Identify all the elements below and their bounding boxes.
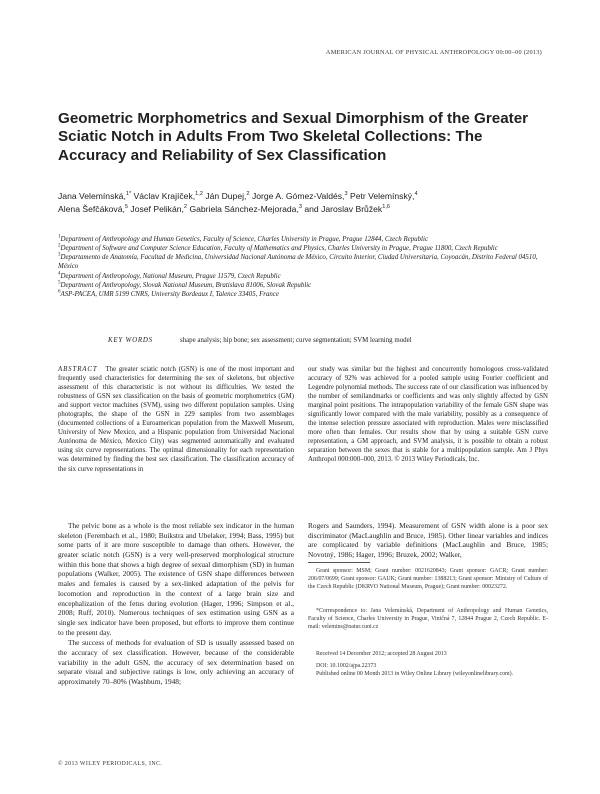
author: Gabriela Sánchez-Mejorada,$^3$ — [189, 203, 302, 214]
affiliations — [58, 235, 548, 299]
running-header: AMERICAN JOURNAL OF PHYSICAL ANTHROPOLOGY 00:00–00 (2013) — [325, 49, 542, 56]
affiliation: $^5$Department of Anthropology, Slovak National Museum, Bratislava 81006, Slovak Republic — [58, 280, 312, 289]
body-left-column — [58, 521, 294, 687]
affiliation: $^6$ASP-PACEA, UMR 5199 CNRS, University Bordeaux I, Talence 33405, France — [58, 289, 279, 298]
body-right-column: Rogers and Saunders, 1994). Measurement of GSN width alone is a poor sex discriminator (MacLaughlin and Bruce, 1985). Other linear variables and indices are complicated by variable definitions (MacLaughlin and Bruce, 1985; Novotný, 1986; Hager, 1996; Bruzek, 2002; Walker, — [308, 521, 548, 560]
grant-footnote: Grant sponsor: MSM; Grant number: 0021620843; Grant sponsor: GACR; Grant number: 206/07/0699; Grant sponsor: GAUK; Grant number: 1388213; Grant sponsor: Ministry of Culture of the Czech Republic (DKRVO National Museum, Prague); Grant number: 00023272. — [308, 568, 548, 590]
author: and Jaroslav Brůžek$^{1,6}$ — [304, 203, 390, 214]
author: Petr Velemínský,$^4$ — [349, 191, 418, 201]
author: Alena Šefčáková,$^5$ — [58, 203, 129, 214]
author-list — [58, 190, 548, 215]
affiliation: $^2$Department of Software and Computer Science Education, Faculty of Mathematics and Physics, Charles University in Prague, Prague 11800, Czech Republic — [58, 243, 498, 253]
keywords — [108, 336, 548, 345]
keywords-text: shape analysis; hip bone; sex assessment; curve segmentation; SVM learning model — [180, 337, 412, 344]
body-paragraph: The success of methods for evaluation of SD is usually assessed based on the accuracy of sex classification. However, because of the considerable variability in the adult GSN, the accuracy of sex determination based on separate visual and subjective ratings is low, only achieving an accuracy of approximately 70–80% (Washburn, 1948; — [58, 638, 294, 686]
author: Jorge A. Gómez-Valdés,$^3$ — [251, 191, 348, 201]
article-title: Geometric Morphometrics and Sexual Dimorphism of the Greater Sciatic Notch in Adults From Two Skeletal Collections: The Accuracy and Reliability of Sex Classification — [58, 110, 529, 164]
correspondence-footnote: *Correspondence to: Jana Velemínská, Department of Anthropology and Human Genetics, Faculty of Science, Charles University in Prague, Viničná 7, 12844 Prague 2, Czech Republic. E-mail: velemins@natur.cuni.cz — [308, 608, 548, 630]
abstract-label: ABSTRACT — [58, 366, 98, 373]
affiliation: $^1$Department of Anthropology and Human Genetics, Faculty of Science, Charles University in Prague, Prague 12844, Czech Republic — [58, 234, 428, 243]
author: Václav Krajíček,$^{1,2}$ — [133, 191, 203, 201]
abstract-text-left: The greater sciatic notch (GSN) is one of the most important and frequently used characteristics for determining the sex of skeletons, but objective assessment of this characteristic is not without its difficulties. We tested the robustness of GSN sex classification on the basis of geometric morphometrics (GM) and support vector machines (SVM), using two different population samples. Using photographs, the shape of the GSN in 229 samples from two assemblages (documented collections of a Euroamerican population from the Maxwell Museum, University of New Mexico, and a Hispanic population from Universidad Nacional Autónoma de México, Mexico City) was segmented automatically and evaluated using six curve representations. The optimal dimensionality for each representation was determined by finding the best sex classification. The classification accuracy of the six curve representations in — [58, 366, 294, 473]
author: Ján Dupej,$^2$ — [205, 191, 250, 201]
affiliation: $^3$Departamento de Anatomía, Facultad de Medicina, Universidad Nacional Autónoma de México, Circuito Interior, Ciudad Universitaria, Coyoacán, Distrito Federal 04510, México — [58, 253, 538, 271]
keywords-label: KEY WORDS — [108, 337, 153, 344]
received-footnote: Received 14 December 2012; accepted 28 August 2013 — [316, 651, 447, 657]
abstract-right-column: our study was similar but the highest and concurrently homologous cross-validated accuracy of 92% was achieved for a pooled sample using Fourier coefficient and Legendre polynomial methods. The success rate of our classification was influenced by the number of semilandmarks or coefficients and was only slightly affected by GSN marginal point positions. The intrapopulation variability of the female GSN shape was significantly lower compared with the male variability, possibly as a consequence of the intense selection pressure associated with reproduction. Males were misclassified more often than females. Our results show that by using a suitable GSN curve representation, a GM approach, and SVM analysis, it is possible to obtain a robust separation between the sexes that is stable for a multipopulation sample. Am J Phys Anthropol 000:000–000, 2013. © 2013 Wiley Periodicals, Inc. — [308, 366, 548, 464]
author: Jana Velemínská,$^{1*}$ — [58, 191, 132, 201]
abstract-left-column — [58, 365, 294, 474]
author: Josef Pelikán,$^2$ — [130, 203, 188, 214]
doi-footnote: DOI: 10.1002/ajpa.22373 Published online 00 Month 2013 in Wiley Online Library (wileyonlinelibrary.com). — [316, 663, 514, 677]
body-paragraph: The pelvic bone as a whole is the most reliable sex indicator in the human skeleton (Ferembach et al., 1980; Buikstra and Ubelaker, 1994; Bass, 1995) but some parts of it are more susceptible to damage than others. However, the greater sciatic notch (GSN) is a very well-preserved morphological structure within this bone that shows a high degree of sexual dimorphism (SD) in human populations (Walker, 2005). The existence of GSN shape differences between males and females is caused by a sex-linked adaptation of the pelvis for locomotion and reproduction in the context of a large brain size and encephalization of the fetus during evolution (Hager, 1996; Simpson et al., 2008; Ruff, 2010). Numerous techniques of sex estimation using GSN as a single sex indicator have been proposed, but efforts to improve them continue to the present day. — [58, 521, 294, 637]
affiliation: $^4$Department of Anthropology, National Museum, Prague 11579, Czech Republic — [58, 271, 281, 280]
copyright-footer: © 2013 WILEY PERIODICALS, INC. — [58, 761, 163, 767]
footnote-divider — [308, 562, 370, 563]
